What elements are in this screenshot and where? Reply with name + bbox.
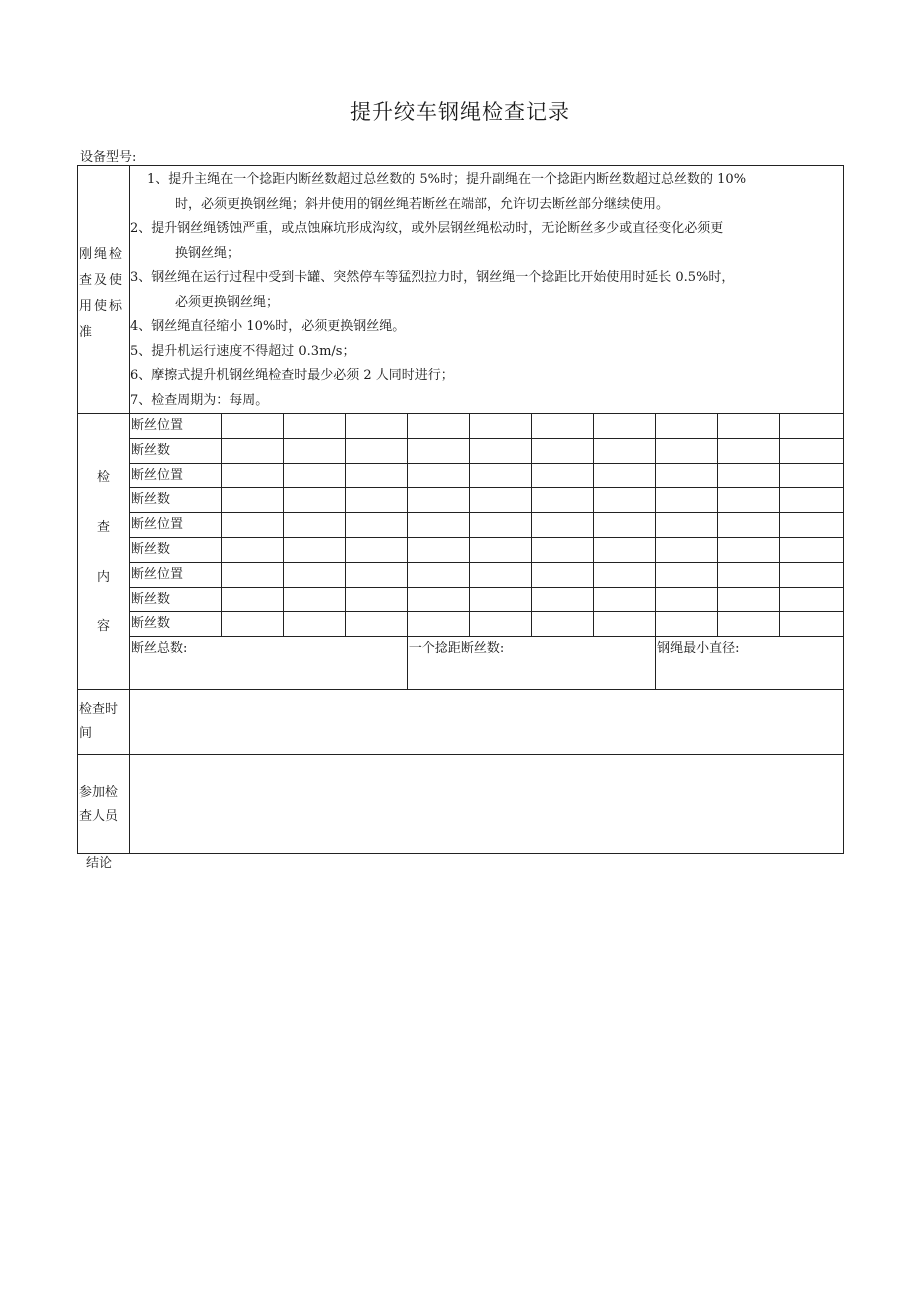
inspection-cell[interactable] — [407, 562, 469, 587]
participants-field[interactable] — [130, 755, 844, 854]
inspection-cell[interactable] — [283, 513, 345, 538]
inspection-cell[interactable] — [407, 488, 469, 513]
inspection-cell[interactable] — [532, 562, 594, 587]
inspection-cell[interactable] — [532, 414, 594, 438]
inspection-cell[interactable] — [283, 438, 345, 463]
inspection-cell[interactable] — [283, 463, 345, 488]
inspection-cell[interactable] — [718, 612, 780, 637]
inspection-cell[interactable] — [469, 414, 531, 438]
row-label: 断丝位置 — [130, 513, 221, 538]
inspection-row — [130, 612, 843, 637]
inspection-cell[interactable] — [532, 513, 594, 538]
inspection-cell[interactable] — [532, 438, 594, 463]
inspection-cell[interactable] — [594, 414, 656, 438]
inspection-cell[interactable] — [407, 537, 469, 562]
inspection-cell[interactable] — [594, 562, 656, 587]
inspection-cell[interactable] — [594, 463, 656, 488]
inspection-cell[interactable] — [221, 438, 283, 463]
inspection-cell[interactable] — [718, 513, 780, 538]
standards-content — [130, 166, 844, 414]
inspection-cell[interactable] — [221, 587, 283, 612]
standard-line: 2、提升钢丝绳锈蚀严重，或点蚀麻坑形成沟纹，或外层钢丝绳松动时，无论断丝多少或直径变化必须更 — [130, 221, 724, 236]
inspection-cell[interactable] — [407, 513, 469, 538]
inspection-cell[interactable] — [283, 414, 345, 438]
inspection-grid — [130, 414, 843, 689]
inspection-label-char: 查 — [96, 519, 110, 535]
standard-line: 5、提升机运行速度不得超过 0.3m/s； — [130, 343, 356, 359]
row-label: 断丝位置 — [130, 414, 221, 438]
inspection-content-label — [78, 414, 130, 690]
inspection-row — [130, 438, 843, 463]
inspection-cell[interactable] — [469, 587, 531, 612]
inspection-cell[interactable] — [656, 612, 718, 637]
standard-line: 换钢丝绳； — [175, 245, 241, 261]
inspection-cell[interactable] — [283, 537, 345, 562]
inspection-cell[interactable] — [594, 513, 656, 538]
inspection-cell[interactable] — [718, 438, 780, 463]
inspection-cell[interactable] — [469, 438, 531, 463]
inspection-cell[interactable] — [780, 612, 843, 637]
inspection-cell[interactable] — [718, 562, 780, 587]
inspection-cell[interactable] — [780, 513, 843, 538]
row-label: 断丝数 — [130, 488, 221, 513]
inspection-cell[interactable] — [780, 562, 843, 587]
inspection-cell[interactable] — [407, 438, 469, 463]
inspection-cell[interactable] — [345, 537, 407, 562]
inspection-cell[interactable] — [780, 488, 843, 513]
inspection-cell[interactable] — [469, 612, 531, 637]
inspection-cell[interactable] — [780, 414, 843, 438]
inspection-row — [130, 488, 843, 513]
standard-line: 3、钢丝绳在运行过程中受到卡罐、突然停车等猛烈拉力时，钢丝绳一个捻距比开始使用时延长 0.5%时， — [130, 270, 735, 285]
inspection-cell[interactable] — [407, 587, 469, 612]
inspection-cell[interactable] — [718, 587, 780, 612]
inspection-cell[interactable] — [718, 488, 780, 513]
row-label: 断丝数 — [130, 438, 221, 463]
inspection-cell[interactable] — [345, 463, 407, 488]
inspection-cell[interactable] — [718, 414, 780, 438]
inspection-cell[interactable] — [656, 513, 718, 538]
inspection-cell[interactable] — [656, 488, 718, 513]
inspection-cell[interactable] — [221, 562, 283, 587]
inspection-cell[interactable] — [345, 438, 407, 463]
row-label: 断丝数 — [130, 587, 221, 612]
row-label: 断丝位置 — [130, 463, 221, 488]
inspection-cell[interactable] — [469, 463, 531, 488]
inspection-cell[interactable] — [221, 414, 283, 438]
per-lay-broken-wires-field[interactable]: 一个捻距断丝数: — [407, 637, 655, 690]
row-label: 断丝数 — [130, 537, 221, 562]
check-time-field[interactable] — [130, 690, 844, 755]
inspection-cell[interactable] — [594, 587, 656, 612]
inspection-cell[interactable] — [345, 513, 407, 538]
standard-line: 6、摩擦式提升机钢丝绳检查时最少必须 2 人同时进行； — [130, 368, 454, 383]
inspection-label-char: 容 — [96, 619, 110, 635]
inspection-row — [130, 463, 843, 488]
inspection-cell[interactable] — [532, 488, 594, 513]
inspection-cell[interactable] — [718, 537, 780, 562]
standard-line: 4、钢丝绳直径缩小 10%时，必须更换钢丝绳。 — [130, 319, 406, 334]
check-time-label: 检查时 间 — [78, 690, 130, 755]
inspection-cell[interactable] — [345, 587, 407, 612]
inspection-cell[interactable] — [780, 587, 843, 612]
inspection-cell[interactable] — [407, 612, 469, 637]
inspection-cell[interactable] — [221, 463, 283, 488]
inspection-record-table — [77, 165, 844, 854]
inspection-label-char: 检 — [96, 470, 110, 485]
inspection-row — [130, 513, 843, 538]
standards-label: 刚绳检查及使用使标准 — [78, 166, 130, 414]
total-broken-wires-field[interactable]: 断丝总数: — [130, 637, 407, 690]
standard-line: 时，必须更换钢丝绳；斜井使用的钢丝绳若断丝在端部，允许切去断丝部分继续使用。 — [175, 196, 670, 212]
inspection-cell[interactable] — [656, 463, 718, 488]
inspection-cell[interactable] — [469, 562, 531, 587]
inspection-cell[interactable] — [345, 488, 407, 513]
inspection-cell[interactable] — [469, 513, 531, 538]
inspection-cell[interactable] — [780, 537, 843, 562]
standard-line: 必须更换钢丝绳； — [175, 294, 280, 310]
inspection-cell[interactable] — [221, 612, 283, 637]
inspection-cell[interactable] — [594, 488, 656, 513]
inspection-cell[interactable] — [345, 562, 407, 587]
inspection-cell[interactable] — [656, 537, 718, 562]
inspection-grid-cell — [130, 414, 844, 690]
inspection-cell[interactable] — [283, 562, 345, 587]
standard-line: 1、提升主绳在一个捻距内断丝数超过总丝数的 5%时；提升副绳在一个捻距内断丝数超过总丝数的 10% — [147, 172, 747, 187]
inspection-cell[interactable] — [594, 612, 656, 637]
inspection-cell[interactable] — [780, 463, 843, 488]
inspection-cell[interactable] — [656, 562, 718, 587]
inspection-cell[interactable] — [656, 438, 718, 463]
inspection-cell[interactable] — [221, 488, 283, 513]
inspection-cell[interactable] — [532, 587, 594, 612]
inspection-cell[interactable] — [221, 513, 283, 538]
row-label: 断丝数 — [130, 612, 221, 637]
inspection-cell[interactable] — [718, 463, 780, 488]
inspection-cell[interactable] — [780, 438, 843, 463]
inspection-cell[interactable] — [532, 537, 594, 562]
inspection-cell[interactable] — [469, 488, 531, 513]
inspection-cell[interactable] — [283, 488, 345, 513]
inspection-cell[interactable] — [345, 414, 407, 438]
inspection-cell[interactable] — [532, 463, 594, 488]
equipment-model-label: 设备型号: — [80, 150, 137, 165]
inspection-cell[interactable] — [656, 587, 718, 612]
inspection-row — [130, 414, 843, 438]
min-diameter-field[interactable]: 钢绳最小直径: — [656, 637, 843, 690]
document-title: 提升绞车钢绳检查记录 — [350, 100, 570, 124]
inspection-row — [130, 587, 843, 612]
inspection-cell[interactable] — [594, 438, 656, 463]
inspection-cell[interactable] — [283, 587, 345, 612]
conclusion-label: 结论 — [86, 856, 113, 871]
inspection-cell[interactable] — [345, 612, 407, 637]
inspection-cell[interactable] — [656, 414, 718, 438]
inspection-cell[interactable] — [532, 612, 594, 637]
row-label: 断丝位置 — [130, 562, 221, 587]
inspection-cell[interactable] — [594, 537, 656, 562]
inspection-cell[interactable] — [407, 463, 469, 488]
inspection-cell[interactable] — [469, 537, 531, 562]
inspection-row — [130, 562, 843, 587]
inspection-cell[interactable] — [283, 612, 345, 637]
inspection-cell[interactable] — [221, 537, 283, 562]
inspection-cell[interactable] — [407, 414, 469, 438]
inspection-label-char: 内 — [96, 569, 110, 585]
inspection-row — [130, 537, 843, 562]
standard-line: 7、检查周期为：每周。 — [130, 392, 269, 408]
participants-label: 参加检 查人员 — [78, 755, 130, 854]
